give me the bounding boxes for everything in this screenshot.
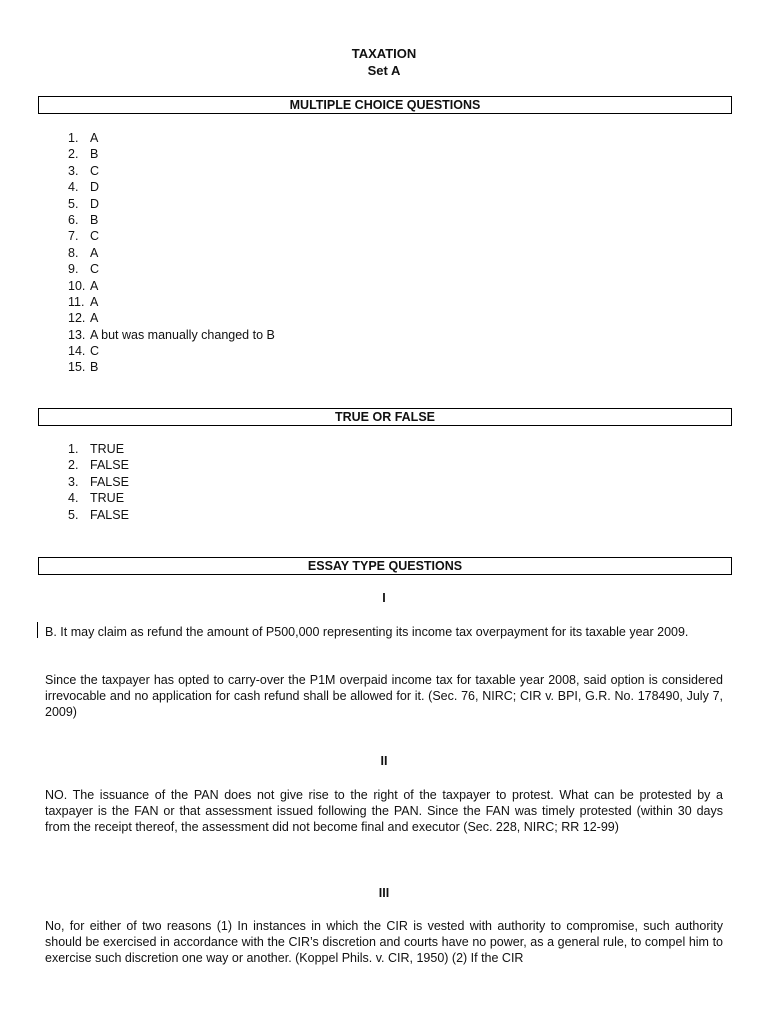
item-answer: FALSE — [90, 474, 129, 489]
item-number: 13. — [68, 327, 86, 342]
item-number: 3. — [68, 474, 79, 489]
item-answer: A but was manually changed to B — [90, 327, 275, 342]
item-number: 1. — [68, 442, 79, 456]
list-item — [68, 228, 275, 244]
item-number: 10. — [68, 278, 86, 293]
item-answer: A — [90, 311, 99, 326]
list-item — [68, 163, 275, 179]
list-item — [68, 359, 275, 375]
mcq-answer-list — [68, 130, 275, 376]
list-item — [68, 441, 129, 457]
essay-1-answer: B. It may claim as refund the amount of P500,000 representing its income tax overpayment for its taxable year 2009. — [45, 625, 689, 639]
item-answer: C — [90, 262, 100, 277]
item-number: 5. — [68, 196, 79, 211]
list-item — [68, 310, 275, 326]
item-number: 14. — [68, 344, 86, 359]
list-item — [68, 490, 129, 506]
item-answer: FALSE — [90, 507, 129, 522]
item-answer: B — [90, 212, 99, 227]
item-answer: TRUE — [90, 491, 125, 506]
item-answer: A — [90, 278, 99, 293]
essay-heading: ESSAY TYPE QUESTIONS — [38, 557, 732, 575]
essay-number-1: I — [382, 591, 386, 605]
item-answer: A — [90, 294, 99, 309]
list-item — [68, 457, 129, 473]
item-number: 2. — [68, 147, 79, 162]
item-answer: C — [90, 344, 100, 359]
item-number: 3. — [68, 163, 79, 178]
item-number: 6. — [68, 212, 79, 227]
item-number: 2. — [68, 458, 79, 473]
item-number: 4. — [68, 180, 79, 195]
item-number: 11. — [68, 294, 85, 309]
list-item — [68, 261, 275, 277]
list-item — [68, 212, 275, 228]
item-number: 7. — [68, 229, 79, 244]
tf-heading: TRUE OR FALSE — [38, 408, 732, 426]
list-item — [68, 343, 275, 359]
tf-answer-list — [68, 441, 129, 523]
mcq-heading: MULTIPLE CHOICE QUESTIONS — [38, 96, 732, 114]
item-number: 5. — [68, 507, 79, 522]
item-answer: C — [90, 163, 100, 178]
item-answer: D — [90, 196, 100, 211]
list-item — [68, 179, 275, 195]
document-title: TAXATION — [351, 46, 417, 61]
item-number: 8. — [68, 245, 79, 260]
list-item — [68, 130, 275, 146]
item-answer: C — [90, 229, 100, 244]
essay-3-answer: No, for either of two reasons (1) In instances in which the CIR is vested with authority to compromise, such authority should be exercised in accordance with the CIR’s discretion and courts have no power, as a general rule, to compel him to exercise such discretion one way or another. (Koppel Phils. v. CIR, 1950) (2) If the CIR — [45, 919, 723, 966]
item-answer: FALSE — [90, 458, 129, 473]
list-item — [68, 196, 275, 212]
item-answer: TRUE — [90, 442, 125, 456]
item-number: 9. — [68, 262, 79, 277]
essay-number-2: II — [380, 754, 388, 768]
item-answer: B — [90, 147, 99, 162]
list-item — [68, 146, 275, 162]
item-number: 4. — [68, 491, 79, 506]
essay-number-3: III — [378, 886, 390, 900]
list-item — [68, 327, 275, 343]
item-answer: A — [90, 131, 99, 145]
text-cursor — [37, 622, 38, 638]
list-item — [68, 474, 129, 490]
list-item — [68, 245, 275, 261]
essay-1-explanation: Since the taxpayer has opted to carry-over the P1M overpaid income tax for taxable year 2008, said option is considered irrevocable and no application for cash refund shall be allowed for it. (Sec. 76, NIRC; CIR v. BPI, G.R. No. 178490, July 7, 2009) — [45, 673, 723, 720]
item-number: 1. — [68, 131, 79, 145]
item-answer: D — [90, 180, 100, 195]
list-item — [68, 278, 275, 294]
list-item — [68, 294, 275, 310]
essay-2-answer: NO. The issuance of the PAN does not give rise to the right of the taxpayer to protest. What can be protested by a taxpayer is the FAN or that assessment issued following the PAN. Since the FAN was timely protested (within 30 days from the receipt thereof, the assessment did not become final and executor (Sec. 228, NIRC; RR 12-99) — [45, 788, 723, 835]
item-answer: B — [90, 360, 99, 375]
item-number: 12. — [68, 311, 86, 326]
list-item — [68, 507, 129, 523]
item-number: 15. — [68, 360, 86, 375]
item-answer: A — [90, 245, 99, 260]
document-subtitle: Set A — [367, 63, 401, 78]
